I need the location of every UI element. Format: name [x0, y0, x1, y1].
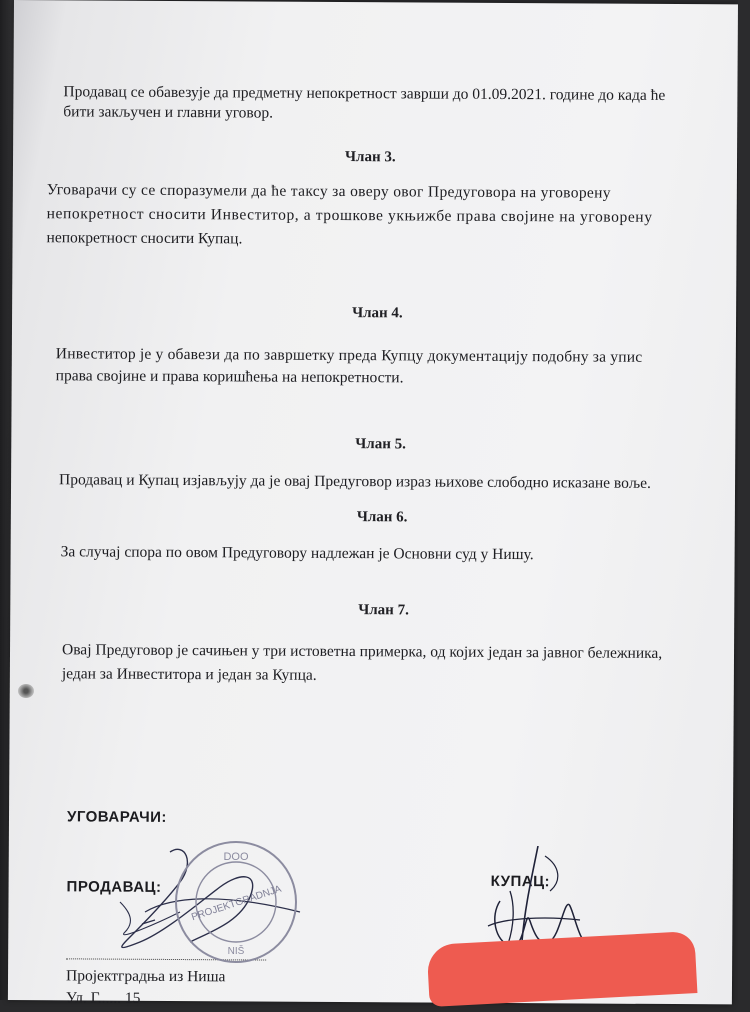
seller-address: Ул. Г...... 15: [65, 989, 141, 1007]
stamp-center-text: PROJEKTGRADNJA: [190, 883, 283, 924]
clan-3-line-3: непокретност сносити Купац.: [46, 229, 243, 248]
clan-5-heading: Члан 5.: [355, 436, 406, 453]
clan-3-heading: Члан 3.: [344, 149, 396, 166]
clan-4-line-2: права својине и права коришћења на непокретности.: [55, 367, 404, 387]
clan-3-line-1: Уговарачи су се споразумели да ће таксу за оверу овог Предуговора на уговорену: [46, 181, 611, 202]
clan-4-line-1: Инвеститор је у обавези да по завршетку преда Купцу документацију подобну за упис: [55, 345, 643, 366]
scan-edge-right: [738, 0, 750, 1000]
stamp-top-text: DOO: [223, 851, 249, 863]
clan-7-line-1: Овај Предуговор је сачињен у три истоветна примерка, од којих један за јавног бележника,: [61, 641, 663, 662]
clan-7-heading: Члан 7.: [358, 602, 409, 619]
company-stamp: [172, 838, 300, 966]
clan-6-heading: Члан 6.: [356, 509, 408, 526]
clan-7-line-2: један за Инвеститора и један за Купца.: [61, 665, 317, 684]
clan-5-line-1: Продавац и Купац изјављују да је овај Предуговор израз њихове слободно исказане воље.: [59, 471, 651, 492]
stamp-bottom-text: NIŠ: [227, 946, 245, 957]
seller-name: Пројектградња из Ниша: [65, 967, 226, 986]
intro-line-1: Продавац се обавезује да предметну непокретност заврши до 01.09.2021. године до када ће: [63, 83, 666, 104]
clan-4-heading: Члан 4.: [352, 305, 403, 322]
contracting-parties-title: УГОВАРАЧИ:: [66, 808, 167, 826]
seller-label: ПРОДАВАЦ:: [66, 878, 162, 896]
buyer-label: КУПАЦ:: [490, 872, 551, 891]
clan-6-line-1: За случај спора по овом Предуговору надлежан је Основни суд у Нишу.: [60, 543, 534, 564]
clan-3-line-2: непокретност сносити Инвеститор, а трошкове укњижбе права својине на уговорену: [46, 205, 653, 226]
intro-line-2: бити закључен и главни уговор.: [63, 103, 274, 122]
punch-hole: [18, 684, 34, 698]
